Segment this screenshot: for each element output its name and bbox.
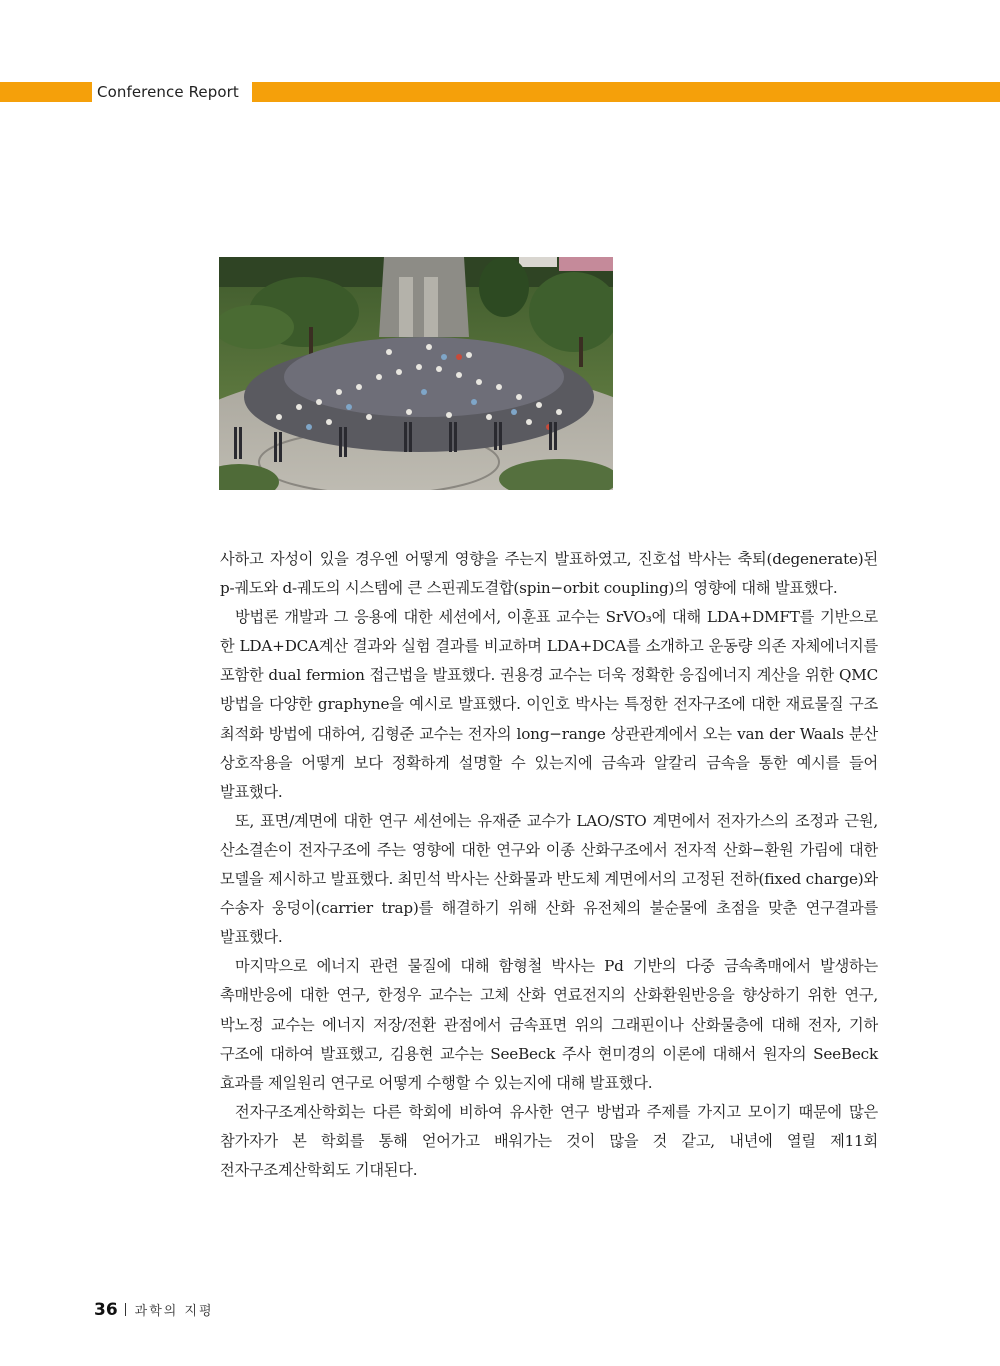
page-number: 36 — [94, 1300, 118, 1320]
group-photo-icon — [219, 257, 613, 490]
section-label: Conference Report — [97, 83, 239, 101]
group-photo — [219, 257, 613, 490]
footer-divider — [125, 1303, 126, 1316]
article-body — [220, 545, 878, 1185]
header-accent-left — [0, 82, 92, 102]
article-paragraph: 방법론 개발과 그 응용에 대한 세션에서, 이훈표 교수는 SrVO₃에 대해 LDA+DMFT를 기반으로 한 LDA+DCA계산 결과와 실험 결과를 비교하며 LDA+DCA를 소개하고 운동량 의존 자체에너지를 포함한 dual fermion 접근법을 발표했다. 권용경 교수는 더욱 정확한 응집에너지 계산을 위한 QMC 방법을 다양한 graphyne을 예시로 발표했다. 이인호 박사는 특정한 전자구조에 대한 재료물질 구조 최적화 방법에 대하여, 김형준 교수는 전자의 long−range 상관관계에서 오는 van der Waals 분산 상호작용을 어떻게 보다 정확하게 설명할 수 있는지에 금속과 알칼리 금속을 통한 예시를 들어 발표했다. — [220, 608, 878, 801]
article-paragraph: 전자구조계산학회는 다른 학회에 비하여 유사한 연구 방법과 주제를 가지고 모이기 때문에 많은 참가자가 본 학회를 통해 얻어가고 배워가는 것이 많을 것 같고, 내년에 열릴 제11회 전자구조계산학회도 기대된다. — [220, 1102, 878, 1179]
article-paragraph: 또, 표면/계면에 대한 연구 세션에는 유재준 교수가 LAO/STO 계면에서 전자가스의 조정과 근원, 산소결손이 전자구조에 주는 영향에 대한 연구와 이종 산화구조에서 전자적 산화−환원 가림에 대한 모델을 제시하고 발표했다. 최민석 박사는 산화물과 반도체 계면에서의 고정된 전하(fixed charge)와 수송자 웅덩이(carrier trap)를 해결하기 위해 산화 유전체의 불순물에 초점을 맞춘 연구결과를 발표했다. — [220, 811, 878, 947]
article-paragraph: 사하고 자성이 있을 경우엔 어떻게 영향을 주는지 발표하였고, 진호섭 박사는 축퇴(degenerate)된 p-궤도와 d-궤도의 시스템에 큰 스핀궤도결합(spin−orbit coupling)의 영향에 대해 발표했다. — [220, 550, 878, 598]
magazine-title: 과학의 지평 — [134, 1304, 214, 1319]
section-header-bar — [0, 82, 1000, 102]
page-footer — [94, 1298, 214, 1322]
header-accent-right — [252, 82, 1000, 102]
article-paragraph: 마지막으로 에너지 관련 물질에 대해 함형철 박사는 Pd 기반의 다중 금속촉매에서 발생하는 촉매반응에 대한 연구, 한정우 교수는 고체 산화 연료전지의 산화환원반응을 향상하기 위한 연구, 박노정 교수는 에너지 저장/전환 관점에서 금속표면 위의 그래핀이나 산화물층에 대해 전자, 기하 구조에 대하여 발표했고, 김용현 교수는 SeeBeck 주사 현미경의 이론에 대해서 원자의 SeeBeck 효과를 제일원리 연구로 어떻게 수행할 수 있는지에 대해 발표했다. — [220, 957, 878, 1092]
